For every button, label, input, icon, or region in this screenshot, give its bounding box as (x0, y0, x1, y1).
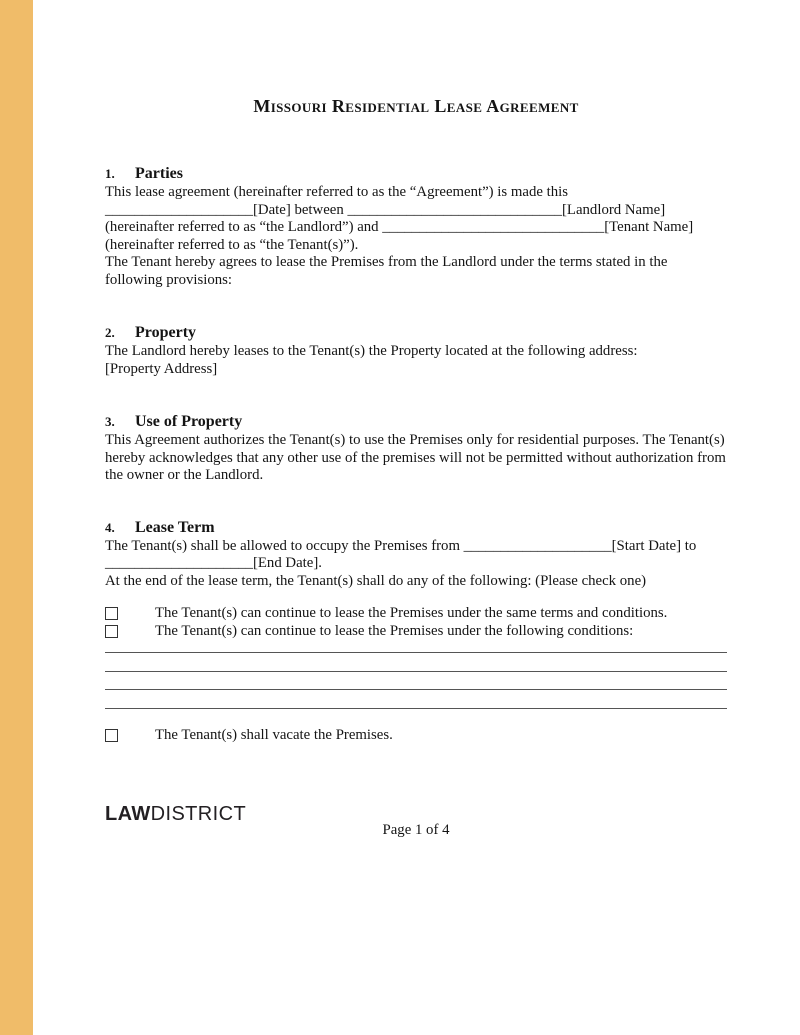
checkbox-same-terms[interactable] (105, 607, 118, 620)
option-label: The Tenant(s) can continue to lease the Premises under the following conditions: (155, 622, 634, 639)
accent-stripe (0, 0, 33, 1035)
lease-term-paragraph-2: At the end of the lease term, the Tenant(s) shall do any of the following: (Please check one) (105, 572, 647, 589)
section-title: Property (135, 324, 197, 341)
blank-line[interactable] (105, 653, 727, 671)
section-number: 1. (105, 166, 115, 181)
section-number: 3. (105, 414, 115, 429)
section-number: 4. (105, 519, 115, 535)
section-title: Parties (135, 165, 183, 182)
option-row-same-terms (105, 605, 727, 623)
conditions-blank-lines (105, 635, 727, 709)
property-paragraph-1: The Landlord hereby leases to the Tenant(s) the Property located at the following address: (105, 343, 638, 359)
logo-district-text: DISTRICT (150, 803, 247, 826)
document-page (105, 0, 727, 840)
parties-paragraph-1: This lease agreement (hereinafter referred to as the “Agreement”) is made this ____________________[Date] between _____________________________[Landlord Name] (hereinafter referred to as “the Landlord”) and ______________________________[Tenant Name] (hereinafter referred to as “the Tenant(s)”). (105, 184, 694, 253)
blank-line[interactable] (105, 690, 727, 708)
section-heading-lease-term (105, 518, 727, 538)
lease-term-paragraph-1: The Tenant(s) shall be allowed to occupy the Premises from ____________________[Start Date] to ____________________[End Date]. (105, 537, 697, 571)
checkbox-vacate[interactable] (105, 729, 118, 742)
property-address-placeholder: [Property Address] (105, 360, 218, 377)
section-title: Use of Property (135, 413, 243, 430)
option-row-vacate (105, 727, 727, 745)
use-of-property-paragraph-1: This Agreement authorizes the Tenant(s) to use the Premises only for residential purposes. The Tenant(s) hereby acknowledges that any other use of the premises will not be permitted without authorization from the owner or the Landlord. (105, 432, 726, 483)
logo-law-text: LAW (105, 803, 151, 826)
blank-line[interactable] (105, 672, 727, 690)
option-label: The Tenant(s) shall vacate the Premises. (155, 726, 393, 743)
section-heading-property (105, 323, 727, 343)
parties-paragraph-2: The Tenant hereby agrees to lease the Premises from the Landlord under the terms stated in the following provisions: (105, 254, 668, 288)
option-label: The Tenant(s) can continue to lease the Premises under the same terms and conditions. (155, 605, 668, 621)
page-number: Page 1 of 4 (382, 822, 450, 839)
document-title: Missouri Residential Lease Agreement (253, 96, 579, 116)
section-number: 2. (105, 325, 115, 340)
section-heading-parties (105, 164, 727, 184)
checkbox-following-conditions[interactable] (105, 625, 118, 638)
section-title: Lease Term (135, 518, 215, 536)
section-heading-use-of-property (105, 412, 727, 432)
